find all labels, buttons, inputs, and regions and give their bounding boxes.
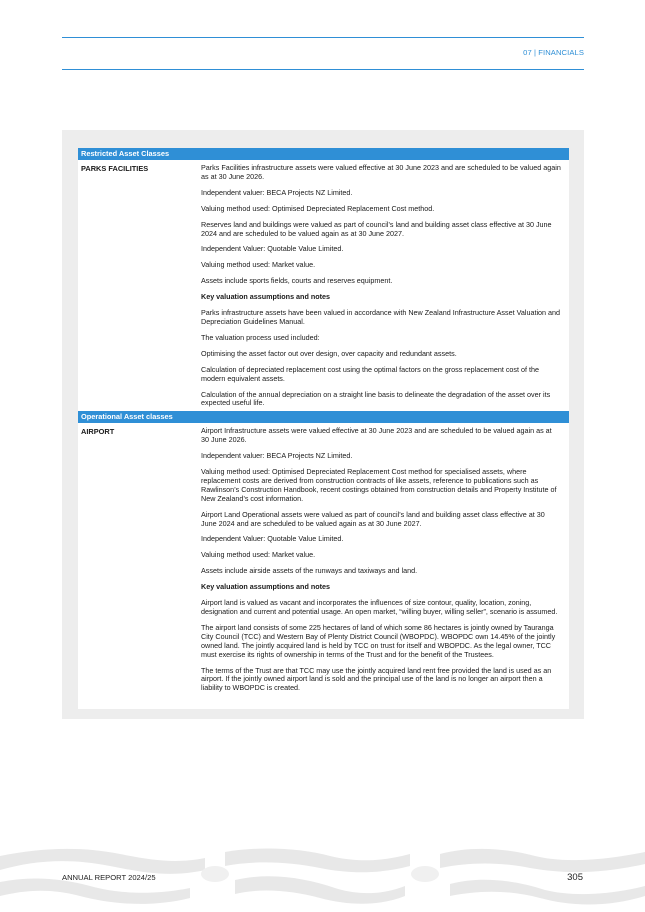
paragraph: Reserves land and buildings were valued as part of council’s land and building asset class effective at 30 June 2024 and are scheduled to be valued again as at 30 June 2027.: [201, 219, 552, 238]
row-content: [201, 423, 561, 696]
page-number: 305: [567, 872, 583, 883]
section-label: 07 | FINANCIALS: [523, 48, 584, 57]
paragraph: Independent valuer: BECA Projects NZ Limited.: [201, 451, 353, 461]
subheading: Key valuation assumptions and notes: [201, 582, 331, 592]
paragraph: Independent Valuer: Quotable Value Limited.: [201, 534, 344, 544]
paragraph: Calculation of depreciated replacement cost using the optimal factors on the gross replacement cost of the modern equivalent assets.: [201, 364, 539, 383]
table-row-airport: [78, 423, 569, 696]
header-top-rule: [62, 37, 584, 38]
paragraph: Parks infrastructure assets have been valued in accordance with New Zealand Infrastructure Asset Valuation and Depreciation Guidelines Manual.: [201, 308, 561, 326]
paragraph: Independent valuer: BECA Projects NZ Limited.: [201, 187, 353, 197]
paragraph: Optimising the asset factor out over design, over capacity and redundant assets.: [201, 348, 457, 358]
table-row-parks-facilities: [78, 160, 569, 411]
row-label: PARKS FACILITIES: [81, 164, 149, 173]
row-label: AIRPORT: [81, 427, 115, 437]
asset-classes-table: [78, 148, 569, 709]
paragraph: The terms of the Trust are that TCC may use the jointly acquired land rent free provided the land is used as an airport. If the jointly owned airport land is sold and the principal use of the land is no longer an airport then a liability to WBOPDC is created.: [201, 665, 552, 693]
paragraph: The airport land consists of some 225 hectares of land of which some 86 hectares is jointly owned by Tauranga City Council (TCC) and Western Bay of Plenty District Council (WBOPDC). WBOPDC own 14.45% of the jointly owned land. The jointly acquired land is held by TCC on trust for itself and WBOPDC. As the legal owner, TCC must exercise its rights of ownership in terms of the Trust and for the benefit of the Trustees.: [201, 622, 556, 659]
paragraph: Valuing method used: Optimised Depreciated Replacement Cost method for specialised assets, where replacement costs are derived from construction contracts of like assets, reference to publications such as Rawlinson’s Construction Handbook, recent costings obtained from construction details and Property Institute of New Zealand’s cost information.: [201, 467, 557, 503]
section-header-restricted: Restricted Asset Classes: [78, 148, 569, 160]
paragraph: Parks Facilities infrastructure assets were valued effective at 30 June 2023 and are scheduled to be valued again as at 30 June 2026.: [201, 163, 561, 181]
subheading: Key valuation assumptions and notes: [201, 292, 331, 302]
paragraph: Independent Valuer: Quotable Value Limited.: [201, 244, 344, 254]
paragraph: Valuing method used: Market value.: [201, 550, 316, 560]
section-header-operational: Operational Asset classes: [78, 411, 569, 423]
header-bottom-rule: [62, 69, 584, 70]
paragraph: Valuing method used: Optimised Depreciated Replacement Cost method.: [201, 203, 435, 213]
paragraph: Assets include airside assets of the runways and taxiways and land.: [201, 566, 418, 576]
row-content: [201, 160, 561, 411]
paragraph: Airport Land Operational assets were valued as part of council’s land and building asset class effective at 30 June 2024 and are scheduled to be valued again as at 30 June 2027.: [201, 509, 545, 528]
paragraph: Airport Infrastructure assets were valued effective at 30 June 2023 and are scheduled to be valued again as at 30 June 2026.: [201, 426, 552, 445]
paragraph: Calculation of the annual depreciation on a straight line basis to delineate the degradation of the asset over its expected useful life.: [201, 389, 551, 408]
paragraph: Airport land is valued as vacant and incorporates the influences of size contour, quality, location, zoning, designation and current and potential usage. An open market, “willing buyer, willing seller”, scenario is assumed.: [201, 598, 558, 616]
paragraph: Assets include sports fields, courts and reserves equipment.: [201, 276, 393, 286]
paragraph: Valuing method used: Market value.: [201, 260, 316, 270]
report-label: ANNUAL REPORT 2024/25: [62, 873, 156, 882]
paragraph: The valuation process used included:: [201, 332, 320, 342]
